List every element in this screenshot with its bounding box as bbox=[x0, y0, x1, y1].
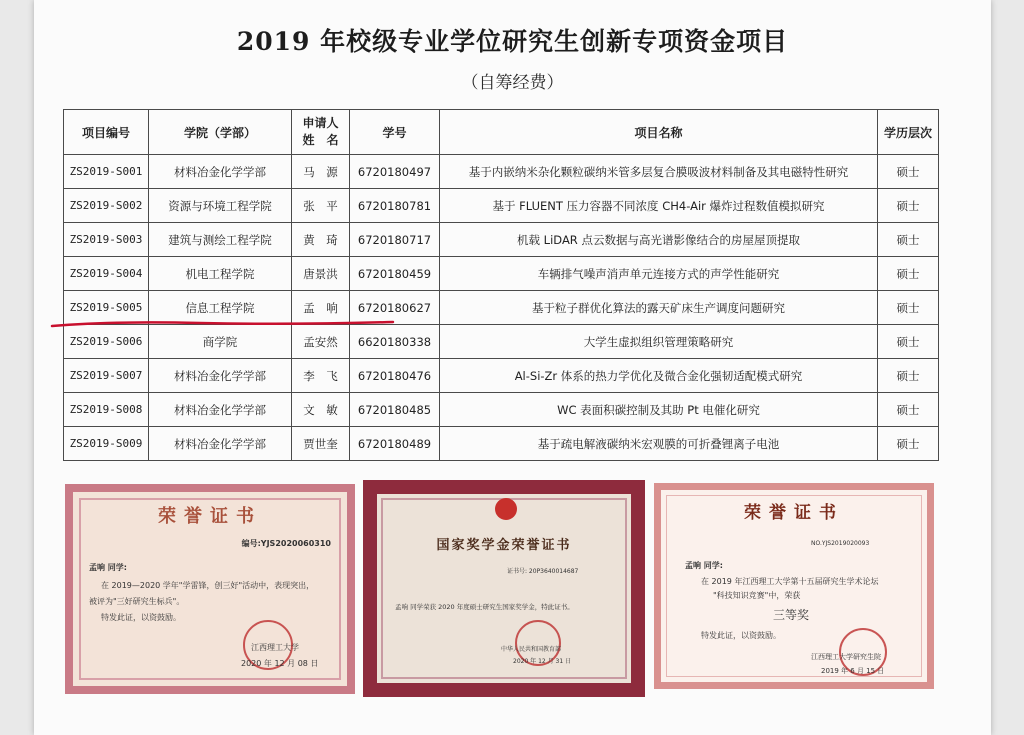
projects-table bbox=[63, 109, 939, 461]
header-school: 学院（学部） bbox=[149, 110, 292, 155]
cell-id: ZS2019-S001 bbox=[64, 155, 149, 189]
cell-school: 信息工程学院 bbox=[149, 291, 292, 325]
certificate-heading: 国家奖学金荣誉证书 bbox=[436, 538, 572, 553]
cell-student-no: 6720180489 bbox=[350, 427, 440, 461]
cell-degree: 硕士 bbox=[878, 223, 939, 257]
certificate-number: NO.YJS2019020093 bbox=[811, 540, 870, 547]
cell-name: 黄 琦 bbox=[292, 223, 350, 257]
cell-degree: 硕士 bbox=[878, 189, 939, 223]
header-applicant-line1: 申请人 bbox=[302, 116, 339, 130]
cell-id: ZS2019-S005 bbox=[64, 291, 149, 325]
cell-id: ZS2019-S003 bbox=[64, 223, 149, 257]
certificate-body-line2: 被评为"三好研究生标兵"。 bbox=[89, 597, 185, 606]
certificate-number: 编号:YJS2020060310 bbox=[241, 539, 331, 548]
cell-name: 张 平 bbox=[292, 189, 350, 223]
cell-student-no: 6720180627 bbox=[350, 291, 440, 325]
header-project-name: 项目名称 bbox=[440, 110, 878, 155]
cell-project: 基于内嵌纳米杂化颗粒碳纳米管多层复合膜吸波材料制备及其电磁特性研究 bbox=[440, 155, 878, 189]
certificate-date: 2020 年 12 月 31 日 bbox=[513, 658, 572, 665]
cell-degree: 硕士 bbox=[878, 257, 939, 291]
certificate-body-line3: 特发此证，以资鼓励。 bbox=[701, 631, 781, 640]
cell-degree: 硕士 bbox=[878, 427, 939, 461]
certificate-award: 三等奖 bbox=[773, 608, 810, 622]
table-header-row bbox=[64, 110, 939, 155]
cell-project: 车辆排气噪声消声单元连接方式的声学性能研究 bbox=[440, 257, 878, 291]
cell-school: 材料冶金化学学部 bbox=[149, 359, 292, 393]
cell-school: 商学院 bbox=[149, 325, 292, 359]
red-underline-annotation bbox=[50, 318, 395, 330]
cell-id: ZS2019-S009 bbox=[64, 427, 149, 461]
cell-name: 李 飞 bbox=[292, 359, 350, 393]
cell-student-no: 6720180717 bbox=[350, 223, 440, 257]
cell-name: 孟安然 bbox=[292, 325, 350, 359]
cell-school: 资源与环境工程学院 bbox=[149, 189, 292, 223]
cell-student-no: 6720180459 bbox=[350, 257, 440, 291]
cell-school: 机电工程学院 bbox=[149, 257, 292, 291]
cell-student-no: 6620180338 bbox=[350, 325, 440, 359]
cell-degree: 硕士 bbox=[878, 325, 939, 359]
cell-id: ZS2019-S008 bbox=[64, 393, 149, 427]
certificate-heading: 荣誉证书 bbox=[158, 506, 262, 527]
national-emblem-icon bbox=[495, 498, 517, 520]
cell-name: 孟 响 bbox=[292, 291, 350, 325]
document-page bbox=[34, 0, 991, 735]
cell-degree: 硕士 bbox=[878, 291, 939, 325]
table-row bbox=[64, 189, 939, 223]
cell-name: 贾世奎 bbox=[292, 427, 350, 461]
header-applicant bbox=[292, 110, 350, 155]
certificate-body-line1: 在 2019—2020 学年"学雷锋，创三好"活动中，表现突出， bbox=[101, 581, 315, 590]
certificate-body-line1: 在 2019 年江西理工大学第十五届研究生学术论坛 bbox=[701, 577, 879, 586]
certificate-body-line3: 特发此证，以资鼓励。 bbox=[101, 613, 181, 622]
cell-school: 材料冶金化学学部 bbox=[149, 393, 292, 427]
table-row bbox=[64, 427, 939, 461]
certificate-issuer: 江西理工大学 bbox=[251, 643, 299, 652]
header-applicant-line2: 姓 名 bbox=[302, 133, 339, 147]
certificate-national-scholarship bbox=[363, 480, 645, 697]
table-row bbox=[64, 257, 939, 291]
page-title: 2019 年校级专业学位研究生创新专项资金项目 bbox=[236, 27, 789, 56]
certificate-issuer: 中华人民共和国教育部 bbox=[501, 646, 562, 653]
cell-project: 基于疏电解液碳纳米宏观膜的可折叠锂离子电池 bbox=[440, 427, 878, 461]
cell-student-no: 6720180476 bbox=[350, 359, 440, 393]
table-row bbox=[64, 393, 939, 427]
cell-student-no: 6720180781 bbox=[350, 189, 440, 223]
cell-degree: 硕士 bbox=[878, 155, 939, 189]
header-student-no: 学号 bbox=[350, 110, 440, 155]
certificate-issuer: 江西理工大学研究生院 bbox=[811, 653, 881, 661]
cell-degree: 硕士 bbox=[878, 393, 939, 427]
cell-project: 机载 LiDAR 点云数据与高光谱影像结合的房屋屋顶提取 bbox=[440, 223, 878, 257]
cell-project: Al-Si-Zr 体系的热力学优化及微合金化强韧适配模式研究 bbox=[440, 359, 878, 393]
header-project-id: 项目编号 bbox=[64, 110, 149, 155]
cell-name: 唐景洪 bbox=[292, 257, 350, 291]
cell-project: 大学生虚拟组织管理策略研究 bbox=[440, 325, 878, 359]
cell-id: ZS2019-S002 bbox=[64, 189, 149, 223]
cell-degree: 硕士 bbox=[878, 359, 939, 393]
cell-student-no: 6720180485 bbox=[350, 393, 440, 427]
cell-name: 马 源 bbox=[292, 155, 350, 189]
cell-student-no: 6720180497 bbox=[350, 155, 440, 189]
certificate-date: 2020 年 12 月 08 日 bbox=[241, 659, 319, 668]
certificate-body-line2: "科技知识竞赛"中，荣获 bbox=[713, 591, 801, 600]
cell-id: ZS2019-S007 bbox=[64, 359, 149, 393]
table-row bbox=[64, 223, 939, 257]
certificate-heading: 荣誉证书 bbox=[744, 503, 844, 523]
certificate-recipient: 孟响 同学: bbox=[89, 563, 127, 572]
certificate-merit-student bbox=[65, 484, 355, 694]
cell-school: 材料冶金化学学部 bbox=[149, 427, 292, 461]
cell-project: 基于 FLUENT 压力容器不同浓度 CH4-Air 爆炸过程数值模拟研究 bbox=[440, 189, 878, 223]
table-row bbox=[64, 155, 939, 189]
certificate-body: 孟响 同学荣获 2020 年度硕士研究生国家奖学金，特此证书。 bbox=[395, 603, 574, 611]
cell-project: 基于粒子群优化算法的露天矿床生产调度问题研究 bbox=[440, 291, 878, 325]
cell-school: 材料冶金化学学部 bbox=[149, 155, 292, 189]
cell-name: 文 敏 bbox=[292, 393, 350, 427]
cell-project: WC 表面积碳控制及其助 Pt 电催化研究 bbox=[440, 393, 878, 427]
header-degree: 学历层次 bbox=[878, 110, 939, 155]
cell-id: ZS2019-S006 bbox=[64, 325, 149, 359]
certificate-academic-forum bbox=[654, 483, 934, 689]
certificate-date: 2019 年 6 月 15 日 bbox=[821, 667, 885, 675]
certificate-number: 证书号: 20P3640014687 bbox=[507, 568, 579, 575]
page-subtitle: （自筹经费） bbox=[461, 73, 564, 93]
cell-id: ZS2019-S004 bbox=[64, 257, 149, 291]
certificate-recipient: 孟响 同学: bbox=[685, 561, 723, 570]
table-row bbox=[64, 359, 939, 393]
cell-school: 建筑与测绘工程学院 bbox=[149, 223, 292, 257]
